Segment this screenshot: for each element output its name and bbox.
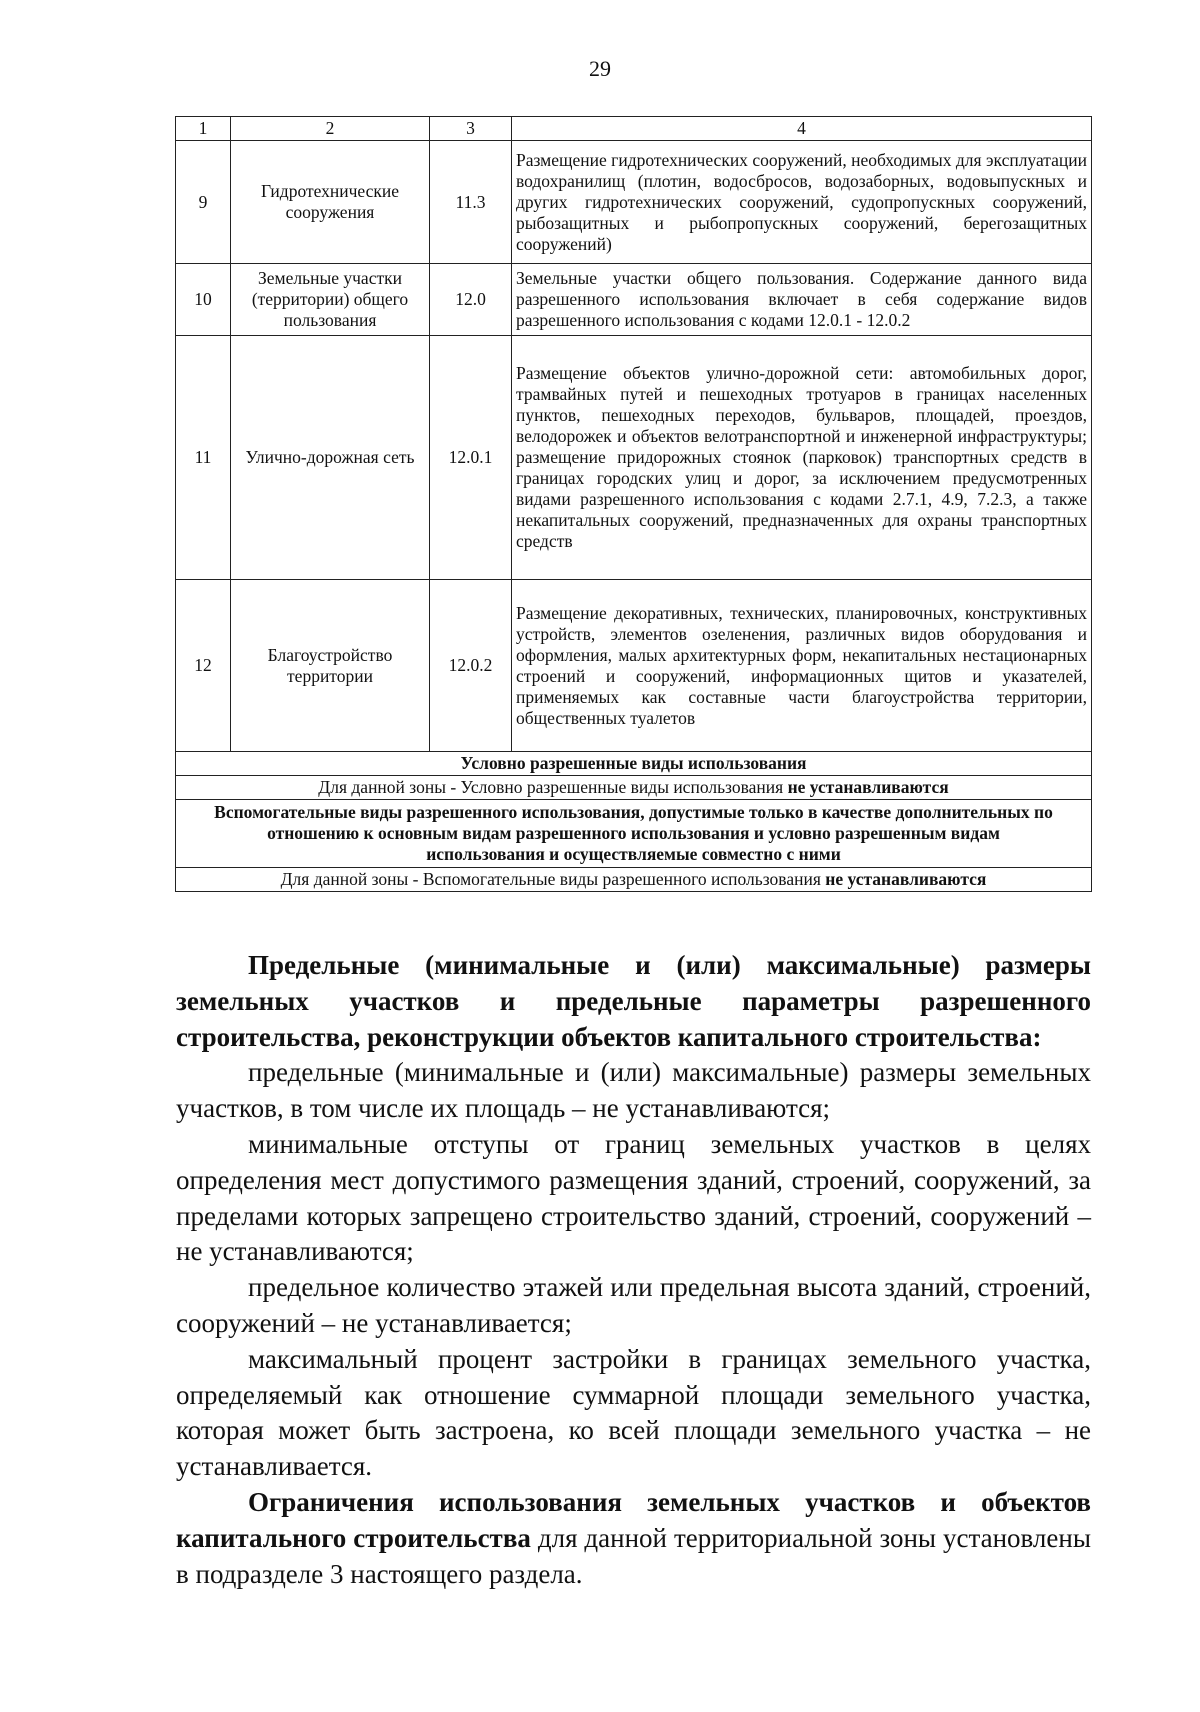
page-number: 29 bbox=[589, 56, 611, 81]
auxiliary-uses-heading: Вспомогательные виды разрешенного использования, допустимые только в качестве дополнительных по отношению к основным видам разрешенного использования и условно разрешенным видам использования и осуществляемые совместно с ними bbox=[176, 800, 1092, 868]
use-name: Улично-дорожная сеть bbox=[231, 336, 430, 580]
conditional-uses-note bbox=[176, 776, 1092, 800]
conditional-note-text: Для данной зоны - Условно разрешенные виды использования bbox=[318, 777, 788, 797]
table-row bbox=[176, 141, 1092, 264]
conditional-uses-heading: Условно разрешенные виды использования bbox=[176, 752, 1092, 776]
restrictions-bold: Ограничения использования земельных участков и объектов капитального строительства bbox=[176, 1486, 1091, 1553]
conditional-note-bold: не устанавливаются bbox=[787, 777, 949, 797]
use-name: Благоустройство территории bbox=[231, 580, 430, 752]
use-description: Размещение декоративных, технических, планировочных, конструктивных устройств, элементов озеленения, различных видов оборудования и оформления, малых архитектурных форм, некапитальных нестационарных строений и сооружений, информационных щитов и указателей, применяемых как составные части благоустройства территории, общественных туалетов bbox=[512, 580, 1092, 752]
table-row bbox=[176, 580, 1092, 752]
auxiliary-note-bold: не устанавливаются bbox=[825, 869, 987, 889]
auxiliary-uses-note bbox=[176, 868, 1092, 892]
land-use-table bbox=[175, 116, 1092, 892]
header-cell-2: 2 bbox=[231, 117, 430, 141]
limits-heading: Предельные (минимальные и (или) максимальные) размеры земельных участков и предельные параметры разрешенного строительства, реконструкции объектов капитального строительства: bbox=[176, 950, 1091, 1052]
paragraph-floors: предельное количество этажей или предельная высота зданий, строений, сооружений – не устанавливается; bbox=[176, 1272, 1091, 1338]
row-number: 9 bbox=[176, 141, 231, 264]
row-number: 12 bbox=[176, 580, 231, 752]
auxiliary-heading-row bbox=[176, 800, 1092, 868]
use-code: 12.0 bbox=[430, 264, 512, 336]
body-text bbox=[176, 948, 1091, 1592]
paragraph-setbacks: минимальные отступы от границ земельных участков в целях определения мест допустимого размещения зданий, строений, сооружений, за пределами которых запрещено строительство зданий, строений, сооружений – не устанавливаются; bbox=[176, 1128, 1091, 1267]
table-row bbox=[176, 264, 1092, 336]
restrictions-rest: для данной территориальной зоны установлены в подразделе 3 настоящего раздела. bbox=[176, 1522, 1091, 1589]
conditional-note-row bbox=[176, 776, 1092, 800]
paragraph-restrictions bbox=[176, 1485, 1091, 1592]
use-description: Размещение гидротехнических сооружений, необходимых для эксплуатации водохранилищ (плотин, водосбросов, водозаборных, водовыпускных и других гидротехнических сооружений, судопропускных сооружений, рыбозащитных и рыбопропускных сооружений, берегозащитных сооружений) bbox=[512, 141, 1092, 264]
paragraph-plot-sizes: предельные (минимальные и (или) максимальные) размеры земельных участков, в том числе их площадь – не устанавливаются; bbox=[176, 1057, 1091, 1124]
row-number: 10 bbox=[176, 264, 231, 336]
header-cell-1: 1 bbox=[176, 117, 231, 141]
row-number: 11 bbox=[176, 336, 231, 580]
header-cell-4: 4 bbox=[512, 117, 1092, 141]
table-row bbox=[176, 336, 1092, 580]
use-description: Земельные участки общего пользования. Содержание данного вида разрешенного использования включает в себя содержание видов разрешенного использования с кодами 12.0.1 - 12.0.2 bbox=[512, 264, 1092, 336]
use-code: 12.0.2 bbox=[430, 580, 512, 752]
header-cell-3: 3 bbox=[430, 117, 512, 141]
use-name: Гидротехнические сооружения bbox=[231, 141, 430, 264]
table-header-row bbox=[176, 117, 1092, 141]
auxiliary-note-text: Для данной зоны - Вспомогательные виды разрешенного использования bbox=[280, 869, 826, 889]
paragraph-coverage: максимальный процент застройки в границах земельного участка, определяемый как отношение суммарной площади земельного участка, которая может быть застроена, ко всей площади земельного участка – не устанавливается. bbox=[176, 1343, 1091, 1482]
auxiliary-note-row bbox=[176, 868, 1092, 892]
use-name: Земельные участки (территории) общего пользования bbox=[231, 264, 430, 336]
use-code: 12.0.1 bbox=[430, 336, 512, 580]
use-code: 11.3 bbox=[430, 141, 512, 264]
conditional-heading-row bbox=[176, 752, 1092, 776]
use-description: Размещение объектов улично-дорожной сети: автомобильных дорог, трамвайных путей и пешеходных тротуаров в границах населенных пунктов, пешеходных переходов, бульваров, площадей, проездов, велодорожек и объектов велотранспортной и инженерной инфраструктуры; размещение придорожных стоянок (парковок) транспортных средств в границах городских улиц и дорог, за исключением предусмотренных видами разрешенного использования с кодами 2.7.1, 4.9, 7.2.3, а также некапитальных сооружений, предназначенных для охраны транспортных средств bbox=[512, 336, 1092, 580]
